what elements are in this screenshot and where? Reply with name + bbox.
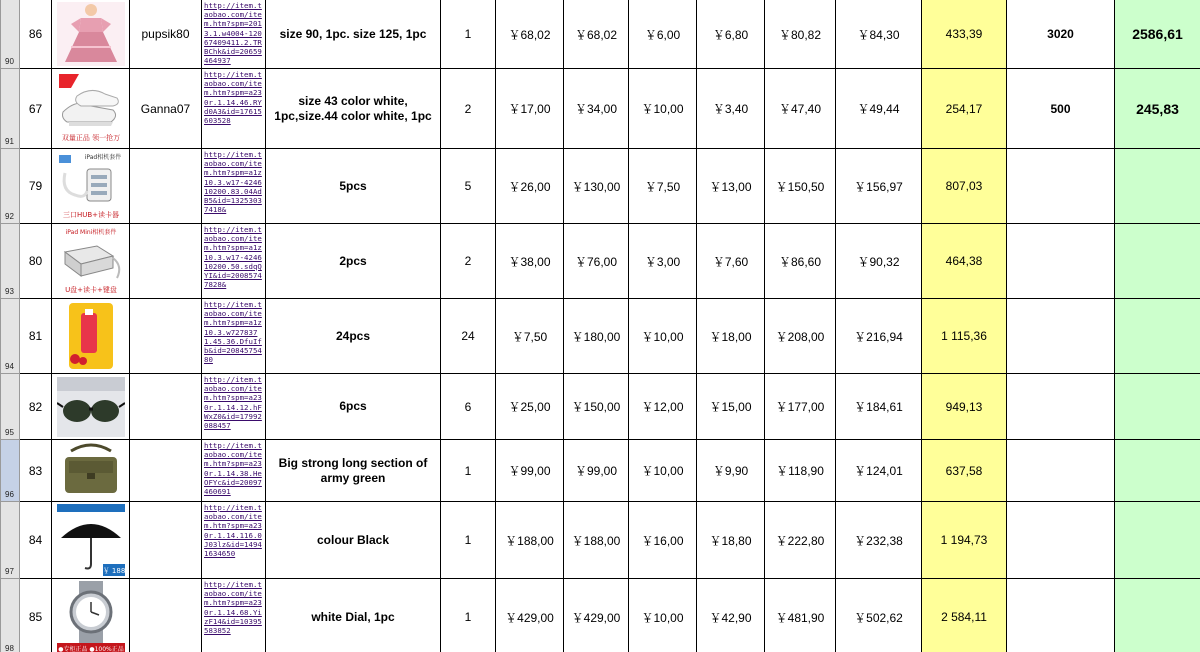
quantity-cell[interactable]: 6 — [441, 374, 496, 440]
paid-amount-cell[interactable] — [1007, 579, 1115, 652]
fee-cell[interactable]: ￥13,00 — [697, 149, 765, 224]
paid-amount-cell[interactable] — [1007, 502, 1115, 579]
username-cell[interactable] — [130, 502, 202, 579]
sum-with-fee-cell[interactable]: ￥502,62 — [836, 579, 922, 652]
unit-price-cell[interactable]: ￥26,00 — [496, 149, 564, 224]
balance-cell[interactable] — [1115, 224, 1200, 299]
unit-price-cell[interactable]: ￥17,00 — [496, 69, 564, 149]
subtotal-cell[interactable]: ￥188,00 — [564, 502, 629, 579]
table-row — [1, 299, 1200, 374]
item-number-cell[interactable]: 85 — [20, 579, 52, 652]
product-link[interactable]: http://item.taobao.com/item.htm?spm=a230r.1.14.46.RYd0A3&id=17615603528 — [204, 70, 262, 126]
subtotal-cell[interactable]: ￥130,00 — [564, 149, 629, 224]
row-header[interactable] — [1, 224, 20, 299]
description-cell[interactable]: size 90, 1pc. size 125, 1pc — [266, 0, 441, 69]
thumb-caption: iPad相机套件 — [84, 154, 121, 161]
shipping-cell[interactable]: ￥10,00 — [629, 69, 697, 149]
table-row — [1, 579, 1200, 652]
row-number: 93 — [5, 287, 14, 296]
paid-amount-cell[interactable] — [1007, 224, 1115, 299]
converted-total-cell[interactable]: 433,39 — [922, 0, 1007, 69]
product-link[interactable]: http://item.taobao.com/item.htm?spm=a230r.1.14.68.YizF14&id=10395583852 — [204, 580, 262, 636]
converted-total-cell[interactable]: 464,38 — [922, 224, 1007, 299]
fee-cell[interactable]: ￥9,90 — [697, 440, 765, 502]
sum-cell[interactable]: ￥177,00 — [765, 374, 836, 440]
shipping-cell[interactable]: ￥12,00 — [629, 374, 697, 440]
product-link-cell[interactable] — [202, 224, 266, 299]
balance-cell[interactable] — [1115, 149, 1200, 224]
row-header[interactable] — [1, 69, 20, 149]
thumb-caption: U盘+读卡+键盘 — [64, 286, 117, 294]
table-row — [1, 0, 1200, 69]
pink-dress-thumb — [57, 2, 125, 66]
shipping-cell[interactable]: ￥10,00 — [629, 440, 697, 502]
description-cell[interactable]: colour Black — [266, 502, 441, 579]
fee-cell[interactable]: ￥6,80 — [697, 0, 765, 69]
quantity-cell[interactable]: 1 — [441, 0, 496, 69]
product-link[interactable]: http://item.taobao.com/item.htm?spm=a1z10.3.w17-424610200.83.04AdB5&id=13253037418& — [204, 150, 262, 215]
product-link[interactable]: http://item.taobao.com/item.htm?spm=a230r.1.14.116.0J03lz&id=14941634650 — [204, 503, 262, 559]
row-number: 98 — [5, 644, 14, 652]
row-number: 92 — [5, 212, 14, 221]
sum-with-fee-cell[interactable]: ￥84,30 — [836, 0, 922, 69]
product-link[interactable]: http://item.taobao.com/item.htm?spm=a230r.1.14.12.hFWxZ0&id=17992088457 — [204, 375, 262, 431]
sum-with-fee-cell[interactable]: ￥124,01 — [836, 440, 922, 502]
username-cell[interactable] — [130, 374, 202, 440]
balance-cell[interactable] — [1115, 440, 1200, 502]
item-number-cell[interactable]: 81 — [20, 299, 52, 374]
product-link-cell[interactable] — [202, 374, 266, 440]
sum-with-fee-cell[interactable]: ￥156,97 — [836, 149, 922, 224]
green-bag-thumb — [57, 443, 125, 499]
description-cell[interactable]: 24pcs — [266, 299, 441, 374]
product-image-cell[interactable] — [52, 299, 130, 374]
sum-cell[interactable]: ￥86,60 — [765, 224, 836, 299]
product-image-cell[interactable] — [52, 374, 130, 440]
row-header[interactable] — [1, 299, 20, 374]
username-cell[interactable] — [130, 299, 202, 374]
watch-thumb — [57, 581, 125, 652]
sum-with-fee-cell[interactable]: ￥232,38 — [836, 502, 922, 579]
description-cell[interactable]: Big strong long section of army green — [266, 440, 441, 502]
table-row — [1, 440, 1200, 502]
row-number: 91 — [5, 137, 14, 146]
product-link-cell[interactable] — [202, 149, 266, 224]
converted-total-cell[interactable]: 2 584,11 — [922, 579, 1007, 652]
converted-total-cell[interactable]: 1 194,73 — [922, 502, 1007, 579]
item-number-cell[interactable]: 80 — [20, 224, 52, 299]
thumb-caption: ￥ 188 — [102, 567, 125, 575]
unit-price-cell[interactable]: ￥99,00 — [496, 440, 564, 502]
sum-cell[interactable]: ￥80,82 — [765, 0, 836, 69]
paid-amount-cell[interactable] — [1007, 149, 1115, 224]
balance-cell[interactable]: 2586,61 — [1115, 0, 1200, 69]
paid-amount-cell[interactable] — [1007, 440, 1115, 502]
table-row — [1, 502, 1200, 579]
product-image-cell[interactable] — [52, 579, 130, 652]
username-cell[interactable]: pupsik80 — [130, 0, 202, 69]
thumb-caption: iPad Mini相机套件 — [65, 229, 116, 236]
converted-total-cell[interactable]: 1 115,36 — [922, 299, 1007, 374]
item-number-cell[interactable]: 84 — [20, 502, 52, 579]
item-number-cell[interactable]: 79 — [20, 149, 52, 224]
subtotal-cell[interactable]: ￥99,00 — [564, 440, 629, 502]
shipping-cell[interactable]: ￥10,00 — [629, 299, 697, 374]
converted-total-cell[interactable]: 807,03 — [922, 149, 1007, 224]
table-row — [1, 374, 1200, 440]
shipping-cell[interactable]: ￥6,00 — [629, 0, 697, 69]
quantity-cell[interactable]: 24 — [441, 299, 496, 374]
subtotal-cell[interactable]: ￥68,02 — [564, 0, 629, 69]
row-number: 90 — [5, 57, 14, 66]
balance-cell[interactable] — [1115, 579, 1200, 652]
fee-cell[interactable]: ￥15,00 — [697, 374, 765, 440]
item-number-cell[interactable]: 83 — [20, 440, 52, 502]
subtotal-cell[interactable]: ￥34,00 — [564, 69, 629, 149]
quantity-cell[interactable]: 1 — [441, 502, 496, 579]
row-number: 97 — [5, 567, 14, 576]
sum-cell[interactable]: ￥222,80 — [765, 502, 836, 579]
quantity-cell[interactable]: 1 — [441, 579, 496, 652]
balance-cell[interactable] — [1115, 299, 1200, 374]
product-image-cell[interactable] — [52, 69, 130, 149]
fee-cell[interactable]: ￥42,90 — [697, 579, 765, 652]
product-link[interactable]: http://item.taobao.com/item.htm?spm=a1z10.3.w17-424610200.50.sdqQYI&id=20085747828& — [204, 225, 262, 290]
quantity-cell[interactable]: 2 — [441, 69, 496, 149]
paid-amount-cell[interactable] — [1007, 374, 1115, 440]
product-image-cell[interactable] — [52, 502, 130, 579]
unit-price-cell[interactable]: ￥25,00 — [496, 374, 564, 440]
balance-cell[interactable]: 245,83 — [1115, 69, 1200, 149]
thumb-caption: 三口HUB+读卡器 — [62, 211, 119, 219]
description-cell[interactable]: 5pcs — [266, 149, 441, 224]
paid-amount-cell[interactable] — [1007, 299, 1115, 374]
row-number: 95 — [5, 428, 14, 437]
username-cell[interactable]: Ganna07 — [130, 69, 202, 149]
fee-cell[interactable]: ￥7,60 — [697, 224, 765, 299]
sum-cell[interactable]: ￥150,50 — [765, 149, 836, 224]
username-cell[interactable] — [130, 149, 202, 224]
product-link-cell[interactable] — [202, 299, 266, 374]
unit-price-cell[interactable]: ￥429,00 — [496, 579, 564, 652]
umbrella-thumb — [57, 504, 125, 576]
quantity-cell[interactable]: 2 — [441, 224, 496, 299]
shipping-cell[interactable]: ￥7,50 — [629, 149, 697, 224]
subtotal-cell[interactable]: ￥180,00 — [564, 299, 629, 374]
unit-price-cell[interactable]: ￥7,50 — [496, 299, 564, 374]
quantity-cell[interactable]: 5 — [441, 149, 496, 224]
fee-cell[interactable]: ￥18,80 — [697, 502, 765, 579]
username-cell[interactable] — [130, 440, 202, 502]
subtotal-cell[interactable]: ￥429,00 — [564, 579, 629, 652]
unit-price-cell[interactable]: ￥188,00 — [496, 502, 564, 579]
unit-price-cell[interactable]: ￥68,02 — [496, 0, 564, 69]
converted-total-cell[interactable]: 637,58 — [922, 440, 1007, 502]
product-image-cell[interactable] — [52, 149, 130, 224]
item-number-cell[interactable]: 67 — [20, 69, 52, 149]
row-header[interactable] — [1, 149, 20, 224]
description-cell[interactable]: white Dial, 1pc — [266, 579, 441, 652]
product-link[interactable]: http://item.taobao.com/item.htm?spm=2013.1.w4004-12067409411.2.TRBChk&id=20659464937 — [204, 1, 262, 66]
product-image-cell[interactable] — [52, 224, 130, 299]
product-image-cell[interactable] — [52, 440, 130, 502]
sunglasses-thumb — [57, 377, 125, 437]
shipping-cell[interactable]: ￥3,00 — [629, 224, 697, 299]
item-number-cell[interactable]: 86 — [20, 0, 52, 69]
product-link-cell[interactable] — [202, 0, 266, 69]
sum-cell[interactable]: ￥118,90 — [765, 440, 836, 502]
product-image-cell[interactable] — [52, 0, 130, 69]
username-cell[interactable] — [130, 579, 202, 652]
product-link-cell[interactable] — [202, 502, 266, 579]
converted-total-cell[interactable]: 949,13 — [922, 374, 1007, 440]
description-cell[interactable]: size 43 color white, 1pc,size.44 color white, 1pc — [266, 69, 441, 149]
product-link-cell[interactable] — [202, 579, 266, 652]
table-row — [1, 149, 1200, 224]
quantity-cell[interactable]: 1 — [441, 440, 496, 502]
shipping-cell[interactable]: ￥10,00 — [629, 579, 697, 652]
converted-total-cell[interactable]: 254,17 — [922, 69, 1007, 149]
thumb-caption: ●专柜正品 ●100%正品 — [57, 646, 124, 652]
unit-price-cell[interactable]: ￥38,00 — [496, 224, 564, 299]
shipping-cell[interactable]: ￥16,00 — [629, 502, 697, 579]
product-link-cell[interactable] — [202, 440, 266, 502]
card-reader-thumb — [57, 226, 125, 296]
table-row — [1, 69, 1200, 149]
description-cell[interactable]: 2pcs — [266, 224, 441, 299]
sum-with-fee-cell[interactable]: ￥49,44 — [836, 69, 922, 149]
usb-hub-thumb — [57, 151, 125, 221]
description-cell[interactable]: 6pcs — [266, 374, 441, 440]
row-header[interactable] — [1, 374, 20, 440]
sum-with-fee-cell[interactable]: ￥216,94 — [836, 299, 922, 374]
balance-cell[interactable] — [1115, 374, 1200, 440]
cream-tube-thumb — [57, 301, 125, 371]
row-header[interactable] — [1, 0, 20, 69]
subtotal-cell[interactable]: ￥76,00 — [564, 224, 629, 299]
row-header[interactable] — [1, 579, 20, 652]
fee-cell[interactable]: ￥18,00 — [697, 299, 765, 374]
row-number: 96 — [5, 490, 14, 499]
sum-with-fee-cell[interactable]: ￥184,61 — [836, 374, 922, 440]
thumb-caption: 双量正品 领一抢万 — [61, 133, 120, 142]
product-link[interactable]: http://item.taobao.com/item.htm?spm=a230r.1.14.38.HeOFYc&id=20097460691 — [204, 441, 262, 497]
table-row — [1, 224, 1200, 299]
balance-cell[interactable] — [1115, 502, 1200, 579]
sum-cell[interactable]: ￥481,90 — [765, 579, 836, 652]
fee-cell[interactable]: ￥3,40 — [697, 69, 765, 149]
sum-cell[interactable]: ￥47,40 — [765, 69, 836, 149]
row-header[interactable] — [1, 440, 20, 502]
product-link[interactable]: http://item.taobao.com/item.htm?spm=a1z10.3.w7278371.45.36.DfuIfb&id=2084575480 — [204, 300, 262, 365]
row-header[interactable] — [1, 502, 20, 579]
item-number-cell[interactable]: 82 — [20, 374, 52, 440]
paid-amount-cell[interactable]: 500 — [1007, 69, 1115, 149]
white-sneakers-thumb — [57, 72, 125, 146]
row-number: 94 — [5, 362, 14, 371]
subtotal-cell[interactable]: ￥150,00 — [564, 374, 629, 440]
sum-cell[interactable]: ￥208,00 — [765, 299, 836, 374]
username-cell[interactable] — [130, 224, 202, 299]
sum-with-fee-cell[interactable]: ￥90,32 — [836, 224, 922, 299]
paid-amount-cell[interactable]: 3020 — [1007, 0, 1115, 69]
product-link-cell[interactable] — [202, 69, 266, 149]
